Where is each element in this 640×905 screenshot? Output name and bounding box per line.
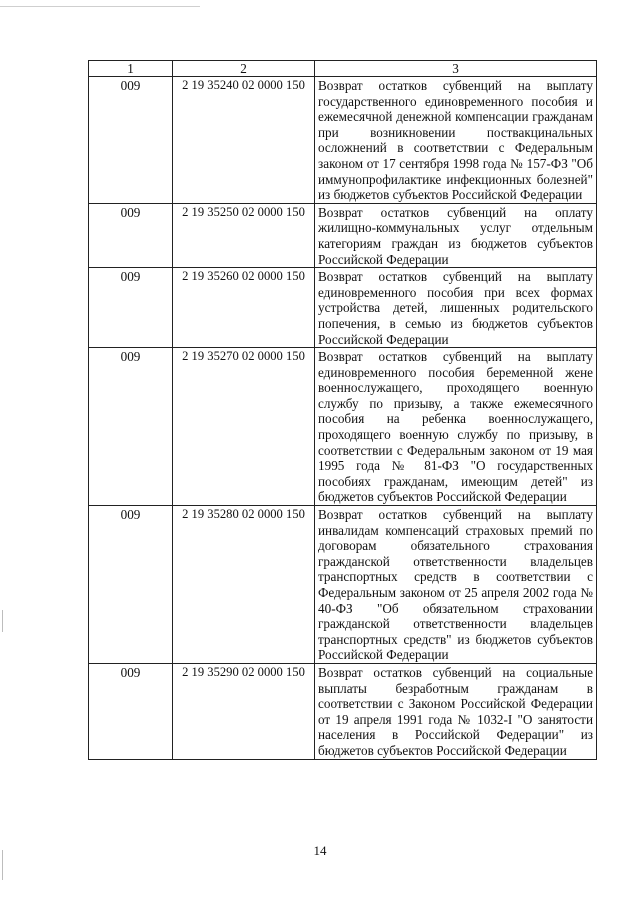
table-row <box>89 506 597 664</box>
admin-code-cell: 009 <box>89 77 173 204</box>
description-cell: Возврат остатков субвенций на оплату жилищно-коммунальных услуг отдельным категориям граждан из бюджетов субъектов Российской Федерации <box>315 203 597 267</box>
description-cell: Возврат остатков субвенций на выплату государственного единовременного пособия и ежемесячной денежной компенсации гражданам при возникновении поствакцинальных осложнений в соответствии с Федеральным законом от 17 сентября 1998 года № 157-ФЗ "Об иммунопрофилактике инфекционных болезней" из бюджетов субъектов Российской Федерации <box>315 77 597 204</box>
budget-code-cell: 2 19 35270 02 0000 150 <box>173 348 315 506</box>
description-cell: Возврат остатков субвенций на выплату единовременного пособия беременной жене военнослужащего, проходящего военную службу по призыву, а также ежемесячного пособия на ребенка военнослужащего, проходящего военную службу по призыву, в соответствии с Федеральным законом от 19 мая 1995 года № 81-ФЗ "О государственных пособиях гражданам, имеющим детей" из бюджетов субъектов Российской Федерации <box>315 348 597 506</box>
description-cell: Возврат остатков субвенций на выплату инвалидам компенсаций страховых премий по договорам обязательного страхования гражданской ответственности владельцев транспортных средств в соответствии с Федеральным законом от 25 апреля 2002 года № 40-ФЗ "Об обязательном страховании гражданской ответственности владельцев транспортных средств" из бюджетов субъектов Российской Федерации <box>315 506 597 664</box>
scan-artifact-mark <box>2 610 3 632</box>
description-cell: Возврат остатков субвенций на социальные выплаты безработным гражданам в соответствии с Законом Российской Федерации от 19 апреля 1991 года № 1032-I "О занятости населения в Российской Федерации" из бюджетов субъектов Российской Федерации <box>315 663 597 759</box>
admin-code-cell: 009 <box>89 348 173 506</box>
admin-code-cell: 009 <box>89 268 173 348</box>
admin-code-cell: 009 <box>89 663 173 759</box>
table-row <box>89 77 597 204</box>
table-row <box>89 348 597 506</box>
table-row <box>89 203 597 267</box>
budget-code-cell: 2 19 35260 02 0000 150 <box>173 268 315 348</box>
column-header-2: 2 <box>173 61 315 77</box>
description-cell: Возврат остатков субвенций на выплату единовременного пособия при всех формах устройства детей, лишенных родительского попечения, в семью из бюджетов субъектов Российской Федерации <box>315 268 597 348</box>
budget-code-cell: 2 19 35290 02 0000 150 <box>173 663 315 759</box>
table-row <box>89 268 597 348</box>
table-header-row <box>89 61 597 77</box>
budget-codes-table <box>88 60 597 760</box>
admin-code-cell: 009 <box>89 506 173 664</box>
budget-code-cell: 2 19 35280 02 0000 150 <box>173 506 315 664</box>
budget-code-cell: 2 19 35250 02 0000 150 <box>173 203 315 267</box>
column-header-1: 1 <box>89 61 173 77</box>
admin-code-cell: 009 <box>89 203 173 267</box>
budget-code-cell: 2 19 35240 02 0000 150 <box>173 77 315 204</box>
page-number: 14 <box>313 843 327 858</box>
column-header-3: 3 <box>315 61 597 77</box>
table-row <box>89 663 597 759</box>
scan-artifact-line <box>0 6 200 7</box>
